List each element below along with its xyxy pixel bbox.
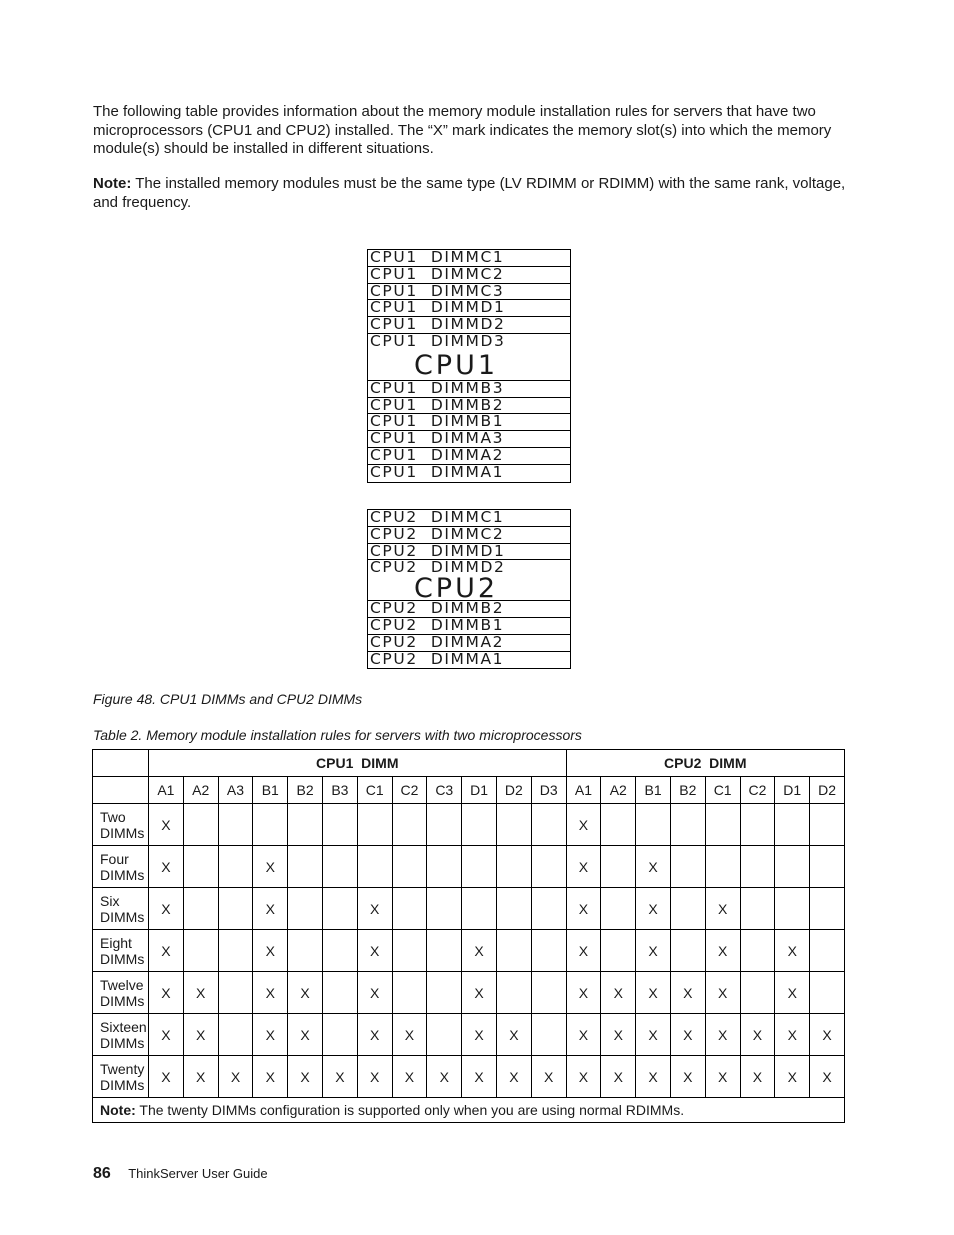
cpu1-slot-cell (218, 846, 253, 888)
cpu2-slot-cell (775, 888, 810, 930)
cpu1-slot-cell (392, 888, 427, 930)
cpu2-slot-cell: X (670, 1014, 705, 1056)
cpu2-slot-cell: X (566, 846, 601, 888)
table-caption: Table 2. Memory module installation rules for servers with two microprocessors (93, 727, 582, 743)
cpu2-slot-cell: X (810, 1014, 845, 1056)
table-row (93, 846, 845, 888)
cpu1-dimm-slot: CPU1 DIMMC3 (368, 284, 570, 301)
cpu2-dimm-slot: CPU2 DIMMB2 (368, 601, 570, 618)
cpu1-bottom-slots (368, 381, 570, 482)
cpu1-dimm-header: CPU1 DIMM (149, 750, 567, 777)
cpu1-slot-cell (531, 930, 566, 972)
cpu2-slot-cell (705, 804, 740, 846)
cpu1-slot-cell (496, 804, 531, 846)
row-label-line: Two (100, 808, 126, 825)
cpu2-slot-cell: X (636, 846, 671, 888)
cpu1-dimm-slot: CPU1 DIMMD2 (368, 317, 570, 334)
intro-paragraph: The following table provides information about the memory module installation rules for servers that have two microprocessors (CPU1 and CPU2) installed. The “X” mark indicates the memory slot(s) into which the memory module(s) should be installed in different situations. (93, 103, 832, 157)
cpu1-slot-cell (322, 930, 357, 972)
cpu1-slot-cell (218, 888, 253, 930)
cpu2-dimm-diagram (367, 509, 571, 669)
cpu2-slot-cell: X (705, 930, 740, 972)
cpu1-slot-header: B3 (322, 777, 357, 804)
row-label-line: Sixteen (100, 1018, 147, 1035)
cpu1-slot-cell (427, 930, 462, 972)
row-label (93, 930, 149, 972)
row-label-line: Twenty (100, 1060, 145, 1077)
cpu1-slot-cell: X (149, 972, 184, 1014)
cpu1-slot-cell: X (288, 1014, 323, 1056)
cpu1-slot-cell (322, 846, 357, 888)
cpu1-slot-cell: X (149, 1014, 184, 1056)
cpu2-dimm-header: CPU2 DIMM (566, 750, 844, 777)
row-label-line: DIMMs (100, 908, 145, 925)
cpu2-dimm-slot: CPU2 DIMMA1 (370, 651, 505, 668)
cpu1-slot-cell: X (496, 1014, 531, 1056)
cpu1-slot-cell (322, 1014, 357, 1056)
cpu1-slot-cell (322, 888, 357, 930)
cpu2-slot-cell (670, 888, 705, 930)
page-footer (93, 1165, 268, 1183)
cpu2-slot-cell: X (636, 1014, 671, 1056)
cpu1-slot-cell (496, 846, 531, 888)
cpu2-label: CPU2 (368, 577, 570, 601)
cpu1-slot-cell (531, 888, 566, 930)
cpu1-slot-cell (531, 972, 566, 1014)
cpu2-slot-cell: X (601, 972, 636, 1014)
cpu1-slot-cell (427, 888, 462, 930)
cpu2-slot-cell (601, 846, 636, 888)
cpu2-slot-header: D2 (810, 777, 845, 804)
cpu2-dimm-slot: CPU2 DIMMB1 (368, 618, 570, 635)
cpu1-slot-cell: X (183, 972, 218, 1014)
cpu2-slot-cell: X (566, 804, 601, 846)
cpu1-dimm-slot: CPU1 DIMMC1 (368, 250, 570, 267)
cpu1-slot-cell (357, 804, 392, 846)
cpu1-slot-cell: X (392, 1014, 427, 1056)
cpu1-slot-header: D1 (462, 777, 497, 804)
cpu2-slot-cell (740, 804, 775, 846)
cpu2-slot-cell (670, 804, 705, 846)
row-label (93, 1056, 149, 1098)
cpu2-slot-cell: X (670, 972, 705, 1014)
cpu1-slot-cell: X (253, 930, 288, 972)
cpu1-slot-cell (392, 930, 427, 972)
cpu2-dimm-slot: CPU2 DIMMA2 (368, 635, 570, 652)
cpu1-slot-cell (183, 930, 218, 972)
cpu1-dimm-slot: CPU1 DIMMA2 (368, 448, 570, 465)
cpu1-slot-cell (496, 888, 531, 930)
cpu1-dimm-slot: CPU1 DIMMB3 (368, 381, 570, 398)
cpu1-slot-cell: X (288, 972, 323, 1014)
cpu2-slot-cell (670, 930, 705, 972)
cpu1-dimm-slot: CPU1 DIMMB1 (368, 414, 570, 431)
table-row (93, 930, 845, 972)
cpu2-slot-header: B2 (670, 777, 705, 804)
cpu1-slot-cell: X (253, 888, 288, 930)
table-row (93, 972, 845, 1014)
cpu1-slot-cell: X (149, 1056, 184, 1098)
cpu1-slot-header: A2 (183, 777, 218, 804)
row-label-line: Eight (100, 934, 132, 951)
cpu2-dimm-slot: CPU2 DIMMD2 (370, 560, 506, 577)
cpu2-slot-header: A2 (601, 777, 636, 804)
cpu1-slot-cell: X (496, 1056, 531, 1098)
cpu1-slot-header: A1 (149, 777, 184, 804)
row-label-line: DIMMs (100, 992, 145, 1009)
cpu1-dimm-slot: CPU1 DIMMD3 (370, 333, 506, 350)
cpu1-dimm-slot: CPU1 DIMMA3 (368, 431, 570, 448)
cpu2-slot-cell: X (601, 1056, 636, 1098)
cpu2-bottom-slots (368, 601, 570, 668)
cpu1-slot-header: D3 (531, 777, 566, 804)
cpu1-slot-cell: X (462, 1014, 497, 1056)
row-label (93, 804, 149, 846)
cpu1-slot-cell: X (149, 888, 184, 930)
cpu2-slot-cell: X (705, 888, 740, 930)
cpu1-slot-cell (462, 846, 497, 888)
cpu2-top-slots (368, 510, 570, 577)
cpu2-slot-cell (601, 804, 636, 846)
row-label-line: DIMMs (100, 1034, 145, 1051)
cpu1-dimm-slot: CPU1 DIMMB2 (368, 398, 570, 415)
cpu2-slot-header: C2 (740, 777, 775, 804)
cpu2-slot-cell (775, 804, 810, 846)
cpu1-slot-cell: X (149, 846, 184, 888)
cpu1-slot-cell: X (322, 1056, 357, 1098)
cpu1-slot-cell (218, 972, 253, 1014)
cpu1-slot-cell (427, 804, 462, 846)
row-label-line: Four (100, 850, 129, 867)
cpu1-slot-cell (531, 804, 566, 846)
note-label: Note: (93, 175, 132, 192)
cpu1-slot-cell: X (531, 1056, 566, 1098)
cpu1-dimm-diagram (367, 249, 571, 483)
cpu1-slot-header: C1 (357, 777, 392, 804)
corner-cell (93, 777, 149, 804)
cpu2-slot-cell: X (636, 888, 671, 930)
cpu2-slot-cell (810, 930, 845, 972)
table-body (93, 804, 845, 1123)
cpu2-slot-cell: X (601, 1014, 636, 1056)
cpu2-slot-cell: X (636, 972, 671, 1014)
cpu2-slot-cell (810, 888, 845, 930)
cpu2-slot-cell (636, 804, 671, 846)
cpu1-slot-cell (392, 804, 427, 846)
cpu2-dimm-slot: CPU2 DIMMC2 (368, 527, 570, 544)
row-label (93, 846, 149, 888)
group-header-row (93, 750, 845, 777)
cpu1-slot-cell (496, 930, 531, 972)
cpu2-slot-cell (705, 846, 740, 888)
cpu1-slot-cell: X (357, 1014, 392, 1056)
footnote-label: Note: (100, 1102, 136, 1118)
cpu1-slot-cell (288, 888, 323, 930)
table-footnote (93, 1098, 845, 1123)
cpu1-slot-cell (288, 930, 323, 972)
row-label-line: DIMMs (100, 824, 145, 841)
cpu1-slot-cell (183, 804, 218, 846)
cpu2-dimm-slot: CPU2 DIMMD1 (368, 544, 570, 561)
cpu2-slot-header: C1 (705, 777, 740, 804)
table-row (93, 888, 845, 930)
cpu2-slot-cell: X (636, 930, 671, 972)
column-header-row (93, 777, 845, 804)
row-label-line: DIMMs (100, 866, 145, 883)
cpu2-slot-cell: X (566, 972, 601, 1014)
cpu2-slot-cell: X (775, 930, 810, 972)
cpu1-dimm-slot: CPU1 DIMMA1 (370, 464, 505, 481)
cpu2-slot-cell (810, 846, 845, 888)
cpu1-slot-header: D2 (496, 777, 531, 804)
cpu1-slot-cell (531, 846, 566, 888)
cpu2-slot-cell: X (740, 1014, 775, 1056)
cpu1-slot-cell (183, 888, 218, 930)
cpu2-slot-header: B1 (636, 777, 671, 804)
cpu1-slot-cell (462, 888, 497, 930)
cpu2-slot-header: D1 (775, 777, 810, 804)
page-number: 86 (93, 1165, 111, 1182)
note-text: The installed memory modules must be the same type (LV RDIMM or RDIMM) with the same rank, voltage, and frequency. (93, 175, 846, 211)
cpu1-slot-cell: X (149, 930, 184, 972)
cpu1-label: CPU1 (368, 351, 570, 381)
cpu1-slot-header: C2 (392, 777, 427, 804)
cpu1-slot-cell (357, 846, 392, 888)
cpu2-slot-cell (740, 972, 775, 1014)
cpu1-slot-cell (218, 930, 253, 972)
cpu2-slot-cell (810, 804, 845, 846)
row-label-line: DIMMs (100, 950, 145, 967)
row-label-line: Six (100, 892, 120, 909)
cpu1-slot-cell (427, 972, 462, 1014)
cpu2-slot-cell (740, 888, 775, 930)
cpu2-slot-cell: X (810, 1056, 845, 1098)
cpu2-slot-cell: X (566, 930, 601, 972)
cpu1-slot-cell: X (392, 1056, 427, 1098)
cpu1-slot-cell: X (462, 1056, 497, 1098)
cpu1-slot-cell (218, 804, 253, 846)
figure-caption: Figure 48. CPU1 DIMMs and CPU2 DIMMs (93, 691, 363, 707)
table-header (93, 750, 845, 804)
cpu2-slot-cell (670, 846, 705, 888)
memory-rules-table (92, 749, 845, 1123)
cpu1-slot-cell: X (427, 1056, 462, 1098)
cpu2-slot-cell: X (566, 1056, 601, 1098)
cpu2-slot-cell: X (740, 1056, 775, 1098)
cpu2-slot-cell (775, 846, 810, 888)
book-title: ThinkServer User Guide (128, 1166, 268, 1181)
cpu2-slot-cell (601, 930, 636, 972)
footnote-row (93, 1098, 845, 1123)
cpu1-slot-cell (288, 804, 323, 846)
cpu1-slot-cell (462, 804, 497, 846)
row-label (93, 888, 149, 930)
cpu1-slot-cell: X (462, 972, 497, 1014)
note-paragraph (93, 175, 853, 212)
cpu1-slot-cell (253, 804, 288, 846)
row-label-line: Twelve (100, 976, 144, 993)
cpu1-slot-cell (322, 804, 357, 846)
cpu1-slot-cell: X (183, 1014, 218, 1056)
cpu2-slot-cell (740, 846, 775, 888)
footnote-text: The twenty DIMMs configuration is supported only when you are using normal RDIMMs. (139, 1102, 685, 1118)
cpu1-slot-cell (183, 846, 218, 888)
cpu1-slot-cell (531, 1014, 566, 1056)
cpu2-slot-cell: X (670, 1056, 705, 1098)
cpu1-slot-cell (218, 1014, 253, 1056)
cpu2-slot-cell: X (775, 1056, 810, 1098)
cpu1-slot-cell: X (149, 804, 184, 846)
cpu1-slot-cell: X (218, 1056, 253, 1098)
cpu2-slot-cell: X (775, 1014, 810, 1056)
cpu1-slot-cell: X (462, 930, 497, 972)
row-label (93, 972, 149, 1014)
cpu1-slot-cell: X (253, 1014, 288, 1056)
cpu1-slot-cell (392, 972, 427, 1014)
cpu1-slot-cell: X (357, 972, 392, 1014)
cpu1-slot-cell (392, 846, 427, 888)
cpu2-slot-cell (740, 930, 775, 972)
corner-cell (93, 750, 149, 777)
cpu2-slot-cell: X (775, 972, 810, 1014)
cpu2-slot-cell (601, 888, 636, 930)
row-label-line: DIMMs (100, 1076, 145, 1093)
table-row (93, 804, 845, 846)
cpu1-slot-header: A3 (218, 777, 253, 804)
table-row (93, 1056, 845, 1098)
cpu2-slot-cell: X (636, 1056, 671, 1098)
cpu1-slot-cell: X (183, 1056, 218, 1098)
cpu2-slot-cell: X (705, 972, 740, 1014)
cpu2-slot-cell: X (566, 888, 601, 930)
cpu2-dimm-slot: CPU2 DIMMC1 (368, 510, 570, 527)
cpu1-slot-cell: X (357, 1056, 392, 1098)
cpu1-slot-cell: X (288, 1056, 323, 1098)
row-label (93, 1014, 149, 1056)
cpu2-slot-cell: X (566, 1014, 601, 1056)
cpu1-slot-header: C3 (427, 777, 462, 804)
cpu1-top-slots (368, 250, 570, 351)
table-row (93, 1014, 845, 1056)
cpu1-slot-cell: X (253, 846, 288, 888)
cpu2-slot-cell: X (705, 1014, 740, 1056)
cpu1-slot-cell (322, 972, 357, 1014)
cpu2-slot-cell (810, 972, 845, 1014)
cpu1-slot-cell (288, 846, 323, 888)
cpu1-slot-cell (427, 846, 462, 888)
cpu1-slot-cell (427, 1014, 462, 1056)
cpu1-dimm-slot: CPU1 DIMMC2 (368, 267, 570, 284)
cpu1-slot-cell: X (253, 972, 288, 1014)
cpu1-slot-cell: X (357, 930, 392, 972)
cpu1-slot-header: B2 (288, 777, 323, 804)
cpu1-dimm-slot: CPU1 DIMMD1 (368, 300, 570, 317)
cpu1-slot-cell (496, 972, 531, 1014)
cpu1-slot-cell: X (357, 888, 392, 930)
cpu2-slot-cell: X (705, 1056, 740, 1098)
cpu1-slot-cell: X (253, 1056, 288, 1098)
cpu1-slot-header: B1 (253, 777, 288, 804)
cpu2-slot-header: A1 (566, 777, 601, 804)
